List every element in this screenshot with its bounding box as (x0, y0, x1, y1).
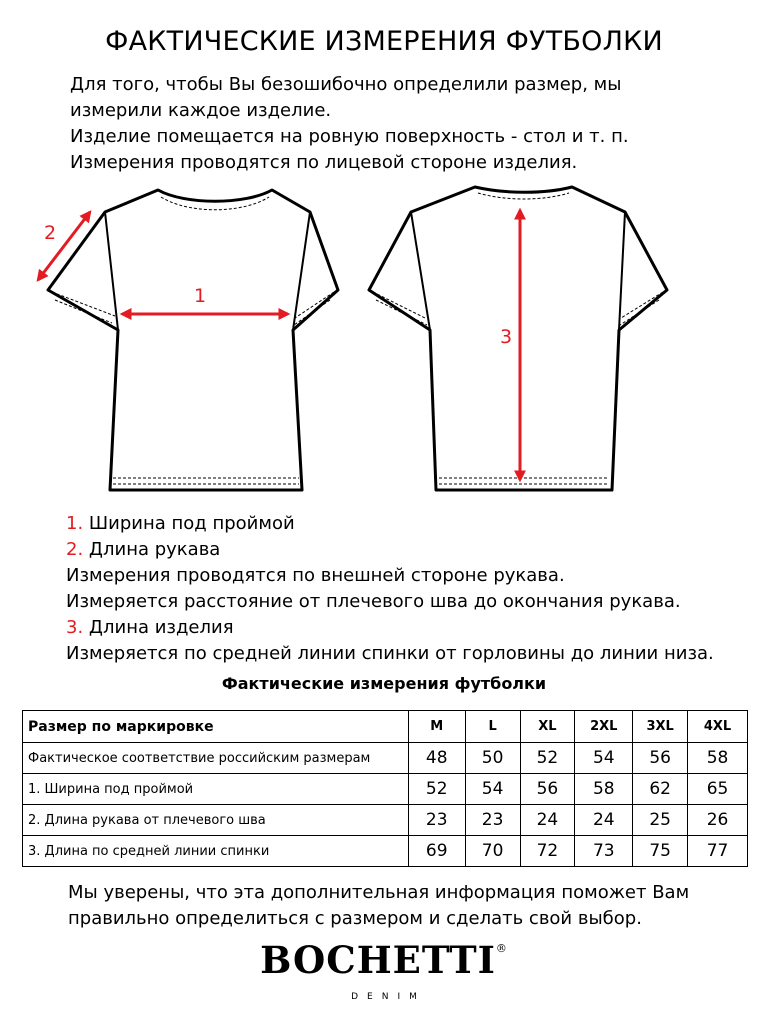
closing-text (68, 880, 758, 932)
table-row (23, 743, 748, 774)
legend-num: 3. (66, 617, 84, 638)
front-tshirt (48, 190, 338, 490)
legend-num: 1. (66, 513, 84, 534)
intro-line: Для того, чтобы Вы безошибочно определили размер, мы (70, 74, 622, 95)
table-cell: 58 (575, 774, 633, 805)
table-header-cell: 4XL (688, 711, 748, 743)
back-tshirt (369, 187, 667, 490)
legend-note: Измерения проводятся по внешней стороне рукава. (66, 565, 565, 586)
measure-label-2: 2 (43, 222, 57, 244)
table-cell: 24 (520, 805, 575, 836)
table-header-cell: Размер по маркировке (23, 711, 409, 743)
table-row (23, 836, 748, 867)
legend-text: Ширина под проймой (88, 513, 295, 534)
legend-note: Измеряется расстояние от плечевого шва до окончания рукава. (66, 591, 681, 612)
table-cell: 56 (633, 743, 688, 774)
table-cell: 50 (465, 743, 520, 774)
table-cell: 75 (633, 836, 688, 867)
legend-item-1 (66, 511, 756, 537)
brand-name: BOCHETTI (260, 938, 496, 982)
table-title: Фактические измерения футболки (221, 674, 547, 693)
table-cell: Фактическое соответствие российским размерам (23, 743, 409, 774)
table-header-cell: 3XL (633, 711, 688, 743)
intro-line: Изделие помещается на ровную поверхность - стол и т. п. (70, 126, 629, 147)
legend-num: 2. (66, 539, 84, 560)
table-header-cell: 2XL (575, 711, 633, 743)
brand-subtitle: DENIM (351, 992, 426, 1002)
table-cell: 48 (408, 743, 465, 774)
closing-line: Мы уверены, что эта дополнительная информация поможет Вам (68, 882, 690, 903)
intro-line: Измерения проводятся по лицевой стороне изделия. (70, 152, 578, 173)
legend-item-3 (66, 615, 756, 641)
legend-text: Длина рукава (88, 539, 221, 560)
table-header-row (23, 711, 748, 743)
table-cell: 52 (520, 743, 575, 774)
table-cell: 54 (575, 743, 633, 774)
brand-logo (0, 938, 768, 982)
table-row (23, 805, 748, 836)
table-cell: 3. Длина по средней линии спинки (23, 836, 409, 867)
table-cell: 77 (688, 836, 748, 867)
table-cell: 25 (633, 805, 688, 836)
closing-line: правильно определиться с размером и сделать свой выбор. (68, 908, 642, 929)
intro-text (70, 72, 750, 176)
table-cell: 58 (688, 743, 748, 774)
registered-mark: ® (495, 942, 508, 955)
table-header-cell: XL (520, 711, 575, 743)
table-cell: 24 (575, 805, 633, 836)
legend-item-2 (66, 537, 756, 563)
measurement-legend (66, 511, 756, 667)
table-cell: 65 (688, 774, 748, 805)
legend-note: Измеряется по средней линии спинки от горловины до линии низа. (66, 643, 714, 664)
table-header-cell: L (465, 711, 520, 743)
table-cell: 70 (465, 836, 520, 867)
table-cell: 54 (465, 774, 520, 805)
table-header-cell: M (408, 711, 465, 743)
tshirt-diagram (0, 178, 768, 508)
table-cell: 52 (408, 774, 465, 805)
page-title: ФАКТИЧЕСКИЕ ИЗМЕРЕНИЯ ФУТБОЛКИ (105, 26, 663, 57)
table-cell: 23 (465, 805, 520, 836)
table-cell: 26 (688, 805, 748, 836)
table-cell: 69 (408, 836, 465, 867)
table-cell: 72 (520, 836, 575, 867)
measure-label-3: 3 (499, 326, 513, 348)
measure-label-1: 1 (193, 285, 207, 307)
table-cell: 23 (408, 805, 465, 836)
table-cell: 1. Ширина под проймой (23, 774, 409, 805)
table-cell: 73 (575, 836, 633, 867)
table-cell: 56 (520, 774, 575, 805)
legend-text: Длина изделия (88, 617, 234, 638)
table-cell: 62 (633, 774, 688, 805)
intro-line: измерили каждое изделие. (70, 100, 332, 121)
table-row (23, 774, 748, 805)
table-cell: 2. Длина рукава от плечевого шва (23, 805, 409, 836)
size-table (22, 710, 748, 867)
